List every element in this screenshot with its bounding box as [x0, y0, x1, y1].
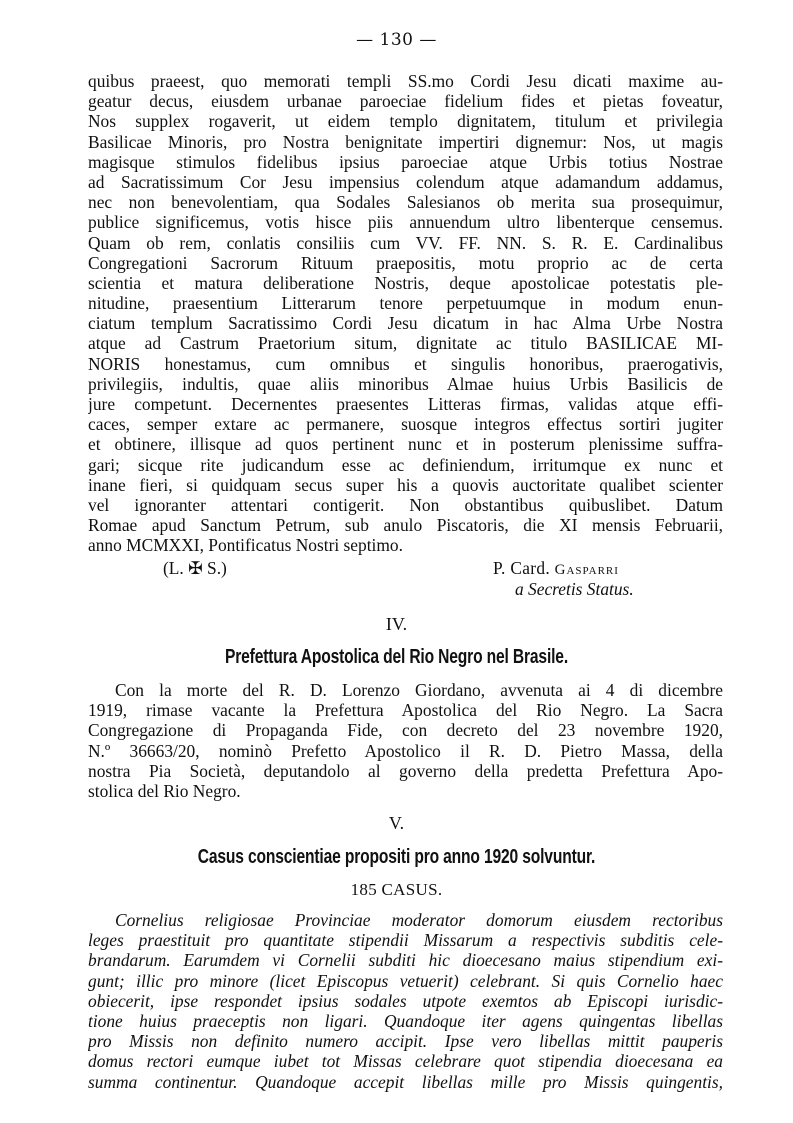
section-title: Casus conscientiae propositi pro anno 1920 solvuntur.	[197, 846, 596, 868]
signature-block	[88, 558, 723, 602]
text-line: NORIS honestamus, cum omnibus et singulis honoribus, praerogativis,	[88, 353, 723, 374]
text-line: gari; sicque rite judicandum esse ac definiendum, irritumque ex nunc et	[88, 454, 723, 475]
text-line: stolica del Rio Negro.	[88, 780, 241, 801]
text-line: jure competunt. Decernentes praesentes Litteras firmas, validas atque effi-	[88, 394, 723, 414]
papal-brief-text	[88, 71, 723, 556]
text-line: nec non benevolentiam, qua Sodales Salesianos ob merita sua prosequimur,	[88, 192, 723, 213]
text-line: tione huius praeceptis non ligari. Quandoque iter agens quingentas libellas	[88, 1010, 723, 1031]
text-line: ad Sacratissimum Cor Jesu impensius colendum atque adamandum addamus,	[88, 171, 723, 192]
text-line: inane fieri, si quidquam secus super his a quovis auctoritate qualibet scienter	[88, 474, 723, 495]
text-line: domus rectori eumque iubet tot Missas celebrare quot stipendia dioecesana ea	[88, 1051, 723, 1072]
text-line: brandarum. Earumdem vi Cornelii subditi hic dioecesano maius stipendium exi-	[88, 950, 723, 971]
text-line: scientia et matura deliberatione Nostris, deque apostolicae potestatis ple-	[88, 272, 723, 293]
text-line: nitudine, praesentium Litterarum tenore perpetuumque in modum enun-	[88, 293, 723, 314]
text-line: Basilicae Minoris, pro Nostra benignitate impertiri dignemur: Nos, ut magis	[88, 131, 723, 152]
signer-name	[493, 558, 673, 579]
text-line: Cornelius religiosae Provinciae moderator domorum eiusdem rectoribus	[115, 910, 723, 930]
text-line: quibus praeest, quo memorati templi SS.mo Cordi Jesu dicati maxime au-	[88, 71, 723, 91]
text-line: Congregationi Sacrorum Rituum praepositis, motu proprio ac de certa	[88, 252, 723, 273]
text-line: Con la morte del R. D. Lorenzo Giordano, avvenuta ai 4 di dicembre	[115, 680, 723, 700]
text-line: ciatum templum Sacratissimo Cordi Jesu dicatum in hac Alma Urbe Nostra	[88, 313, 723, 334]
text-line: Nos supplex rogaverit, ut eidem templo dignitatem, titulum et privilegia	[88, 111, 723, 132]
text-line: magisque stimulos fidelibus ipsius paroeciae atque Urbis totius Nostrae	[88, 151, 723, 172]
section-title: Prefettura Apostolica del Rio Negro nel Brasile.	[224, 646, 569, 668]
text-line: Quam ob rem, conlatis consiliis cum VV. FF. NN. S. R. E. Cardinalibus	[88, 232, 723, 253]
text-line: caces, semper extare ac permanere, suosque integros effectus sortiri jugiter	[88, 414, 723, 435]
signer-role: a Secretis Status.	[515, 579, 634, 599]
text-line: Congregazione di Propaganda Fide, con decreto del 23 novembre 1920,	[88, 720, 723, 741]
text-line: Romae apud Sanctum Petrum, sub anulo Piscatoris, die XI mensis Februarii,	[88, 515, 723, 536]
text-line: summa continentur. Quandoque accepit libellas mille pro Missis quingentis,	[88, 1071, 723, 1092]
text-line: N.º 36663/20, nominò Prefetto Apostolico il R. D. Pietro Massa, della	[88, 740, 723, 761]
text-line: 1919, rimase vacante la Prefettura Apostolica del Rio Negro. La Sacra	[88, 700, 723, 721]
text-line: vel ignoranter attentari contigerit. Non obstantibus quibuslibet. Datum	[88, 494, 723, 515]
text-line: et obtinere, illisque ad quos pertinent nunc et in posterum plenissime suffra-	[88, 434, 723, 455]
casus-heading: 185 CASUS.	[350, 880, 443, 899]
signer	[493, 558, 673, 600]
seal-mark: (L. ✠ S.)	[163, 558, 227, 578]
text-line: gunt; illic pro minore (licet Episcopus vetuerit) celebrant. Si quis Cornelio haec	[88, 970, 723, 991]
section-number: IV.	[385, 614, 408, 634]
text-line: obiecerit, ipse respondet ipsius sodales utpote exemtos ab Episcopi iurisdic-	[88, 990, 723, 1011]
text-line: anno MCMXXI, Pontificatus Nostri septimo.	[88, 535, 403, 556]
section-4-text	[88, 680, 723, 801]
text-line: leges praestituit pro quantitate stipendii Missarum a respectivis subditis cele-	[88, 930, 723, 951]
text-line: geatur decus, eiusdem urbanae paroeciae fidelium fides et pietas foveatur,	[88, 91, 723, 112]
text-line: nostra Pia Società, deputandolo al governo della predetta Prefettura Apo-	[88, 760, 723, 781]
text-line: publice significemus, votis hisce piis annuendum ultro libenterque censemus.	[88, 212, 723, 233]
signer-prefix: P. Card.	[493, 558, 555, 578]
page-number: — 130 —	[356, 30, 437, 50]
text-line: pro Missis non definito numero accipit. Ipse vero libellas mittit pauperis	[88, 1031, 723, 1052]
text-line: atque ad Castrum Praetorium situm, dignitate ac titulo BASILICAE MI-	[88, 333, 723, 354]
section-number: V.	[388, 813, 405, 833]
text-line: privilegiis, indultis, quae aliis minoribus Almae huius Urbis Basilicis de	[88, 373, 723, 394]
casus-text	[88, 910, 723, 1092]
signer-surname: Gasparri	[554, 562, 619, 578]
